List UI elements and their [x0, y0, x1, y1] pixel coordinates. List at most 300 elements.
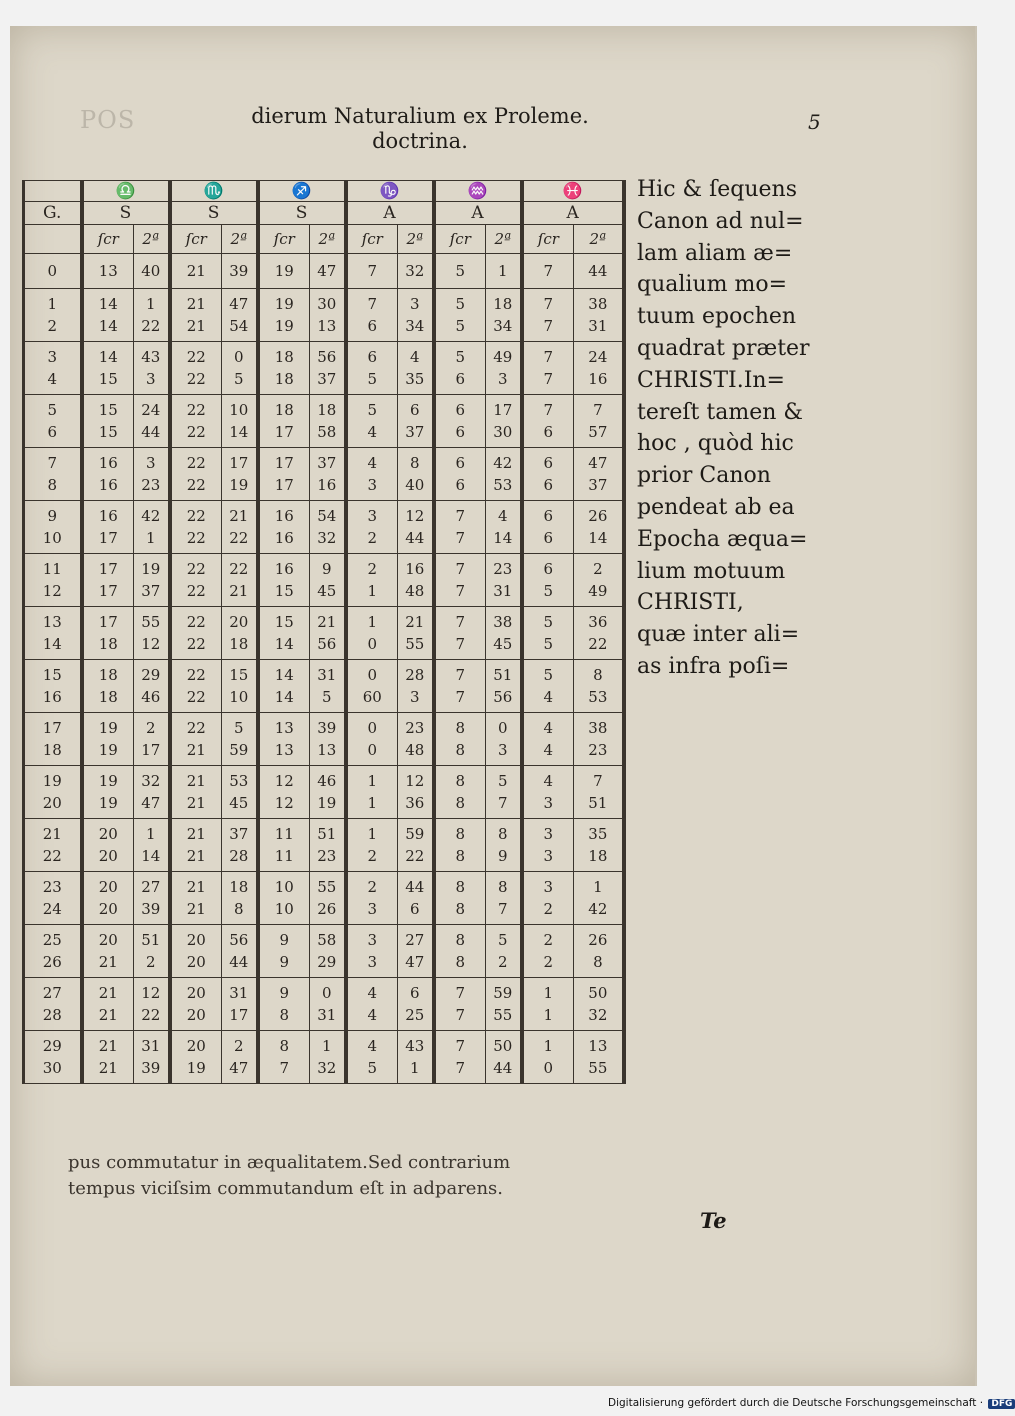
- table-value: 47: [317, 262, 337, 280]
- table-value: 14: [274, 635, 294, 653]
- table-value: 16: [98, 507, 118, 525]
- table-value: 7: [455, 582, 466, 600]
- table-value: 1: [367, 772, 378, 790]
- row-index: [24, 501, 82, 554]
- table-row: [24, 660, 624, 713]
- second-cell: [222, 819, 258, 872]
- table-value: 17: [274, 476, 294, 494]
- table-value: 49: [493, 348, 513, 366]
- row-index: [24, 607, 82, 660]
- table-value: 6: [410, 401, 420, 419]
- table-value: 18: [98, 635, 118, 653]
- table-value: 3: [498, 370, 508, 388]
- sign-cell: ♑: [346, 181, 434, 202]
- table-value: 55: [588, 1059, 608, 1077]
- table-value: 20: [186, 1006, 206, 1024]
- table-value: 34: [405, 317, 425, 335]
- scruple-cell: [522, 254, 574, 289]
- table-value: 9: [279, 931, 290, 949]
- second-cell: [486, 501, 522, 554]
- second-cell: [222, 607, 258, 660]
- scruple-cell: [82, 554, 134, 607]
- second-cell: [398, 289, 434, 342]
- second-cell: [222, 1031, 258, 1084]
- table-value: 21: [186, 878, 206, 896]
- table-value: 12: [274, 794, 294, 812]
- row-index: [24, 254, 82, 289]
- table-value: 38: [588, 719, 608, 737]
- table-row: [24, 289, 624, 342]
- second-cell: [398, 448, 434, 501]
- table-row: [24, 554, 624, 607]
- index-value: 9: [47, 507, 58, 525]
- table-value: 44: [229, 953, 249, 971]
- table-value: 0: [367, 666, 378, 684]
- scruple-cell: [434, 978, 486, 1031]
- scruple-cell: [82, 1031, 134, 1084]
- table-value: 8: [455, 741, 466, 759]
- scruple-cell: [434, 448, 486, 501]
- table-value: 28: [229, 847, 249, 865]
- second-cell: [134, 395, 170, 448]
- second-cell: [134, 254, 170, 289]
- table-value: 0: [367, 719, 378, 737]
- note-line: pendeat ab ea: [637, 494, 795, 520]
- sign-cell: ♏: [170, 181, 258, 202]
- note-line: quæ inter ali=: [637, 622, 800, 648]
- scruple-cell: [522, 872, 574, 925]
- table-value: 22: [186, 348, 206, 366]
- table-value: 19: [186, 1059, 206, 1077]
- table-value: 23: [493, 560, 513, 578]
- second-cell: [310, 872, 346, 925]
- note-line: as infra poſi=: [637, 653, 790, 679]
- table-value: 6: [543, 507, 554, 525]
- index-value: 27: [42, 984, 62, 1002]
- table-value: 18: [229, 635, 249, 653]
- second-cell: [134, 713, 170, 766]
- table-value: 14: [493, 529, 513, 547]
- second-cell: [310, 554, 346, 607]
- table-value: 1: [367, 582, 378, 600]
- table-value: 21: [405, 613, 425, 631]
- table-value: 23: [141, 476, 161, 494]
- table-value: 4: [367, 423, 378, 441]
- table-value: 1: [410, 1059, 420, 1077]
- sign-cell: ♓: [522, 181, 624, 202]
- table-value: 1: [543, 1037, 554, 1055]
- table-value: 29: [141, 666, 161, 684]
- table-value: 1: [322, 1037, 332, 1055]
- table-value: 43: [405, 1037, 425, 1055]
- table-value: 45: [317, 582, 337, 600]
- table-value: 1: [367, 613, 378, 631]
- table-value: 27: [405, 931, 425, 949]
- table-value: 5: [455, 295, 466, 313]
- scruple-cell: [170, 289, 222, 342]
- scruple-cell: [170, 872, 222, 925]
- second-cell: [486, 925, 522, 978]
- scruple-cell: [522, 342, 574, 395]
- scruple-cell: [170, 660, 222, 713]
- table-value: 56: [493, 688, 513, 706]
- table-value: 7: [543, 370, 554, 388]
- second-cell: [310, 978, 346, 1031]
- table-value: 19: [98, 794, 118, 812]
- table-value: 35: [588, 825, 608, 843]
- book-page: [10, 26, 977, 1386]
- table-value: 5: [455, 348, 466, 366]
- table-value: 46: [141, 688, 161, 706]
- second-cell: [134, 342, 170, 395]
- table-value: 7: [455, 529, 466, 547]
- index-unit-blank: [24, 225, 82, 254]
- table-value: 7: [498, 794, 508, 812]
- table-value: 9: [279, 984, 290, 1002]
- table-value: 6: [367, 348, 378, 366]
- table-value: 14: [588, 529, 608, 547]
- table-value: 47: [141, 794, 161, 812]
- second-cell: [486, 254, 522, 289]
- table-value: 5: [234, 719, 244, 737]
- unit-scr: ſcr: [346, 225, 398, 254]
- table-value: 12: [141, 984, 161, 1002]
- table-value: 7: [367, 295, 378, 313]
- table-value: 51: [141, 931, 161, 949]
- second-cell: [134, 1031, 170, 1084]
- table-value: 40: [405, 476, 425, 494]
- table-value: 21: [98, 1037, 118, 1055]
- table-row: [24, 607, 624, 660]
- table-value: 14: [229, 423, 249, 441]
- table-value: 59: [405, 825, 425, 843]
- second-cell: [398, 872, 434, 925]
- scruple-cell: [346, 819, 398, 872]
- table-value: 17: [141, 741, 161, 759]
- table-value: 53: [493, 476, 513, 494]
- scruple-cell: [346, 1031, 398, 1084]
- scruple-cell: [346, 289, 398, 342]
- table-value: 48: [405, 582, 425, 600]
- scruple-cell: [258, 607, 310, 660]
- unit-2: 2ª: [398, 225, 434, 254]
- scruple-cell: [434, 395, 486, 448]
- table-value: 16: [317, 476, 337, 494]
- table-value: 51: [588, 794, 608, 812]
- scruple-cell: [258, 554, 310, 607]
- table-value: 15: [98, 370, 118, 388]
- page-number: 5: [808, 110, 821, 134]
- table-value: 11: [274, 847, 294, 865]
- table-value: 28: [405, 666, 425, 684]
- table-value: 3: [367, 931, 378, 949]
- table-value: 19: [274, 262, 294, 280]
- table-value: 21: [98, 984, 118, 1002]
- table-value: 7: [455, 507, 466, 525]
- scruple-cell: [434, 554, 486, 607]
- second-cell: [310, 289, 346, 342]
- table-value: 31: [493, 582, 513, 600]
- note-line: CHRISTI.In=: [637, 367, 785, 393]
- table-value: 5: [498, 931, 508, 949]
- scruple-cell: [346, 501, 398, 554]
- second-cell: [134, 554, 170, 607]
- second-cell: [574, 448, 624, 501]
- table-value: 16: [405, 560, 425, 578]
- table-value: 32: [141, 772, 161, 790]
- scruple-cell: [434, 254, 486, 289]
- table-value: 16: [98, 476, 118, 494]
- table-value: 1: [543, 984, 554, 1002]
- row-index: [24, 554, 82, 607]
- scruple-cell: [170, 342, 222, 395]
- scruple-cell: [170, 713, 222, 766]
- unit-scr: ſcr: [82, 225, 134, 254]
- table-value: 29: [317, 953, 337, 971]
- second-cell: [486, 660, 522, 713]
- scruple-cell: [258, 501, 310, 554]
- footer-line-1: pus commutatur in æqualitatem.Sed contrarium: [68, 1152, 511, 1173]
- second-cell: [574, 1031, 624, 1084]
- table-row: [24, 713, 624, 766]
- second-cell: [222, 395, 258, 448]
- table-value: 7: [593, 401, 603, 419]
- sign-cell: ♎: [82, 181, 170, 202]
- scruple-cell: [434, 925, 486, 978]
- second-cell: [486, 819, 522, 872]
- table-value: 18: [274, 401, 294, 419]
- table-value: 32: [317, 529, 337, 547]
- table-value: 1: [145, 529, 156, 547]
- index-value: 6: [47, 423, 58, 441]
- table-value: 21: [229, 507, 249, 525]
- index-value: 5: [47, 401, 58, 419]
- table-value: 13: [274, 741, 294, 759]
- table-value: 5: [367, 1059, 378, 1077]
- table-value: 37: [141, 582, 161, 600]
- table-value: 20: [186, 1037, 206, 1055]
- table-value: 7: [455, 1059, 466, 1077]
- table-value: 7: [455, 1037, 466, 1055]
- table-value: 8: [455, 900, 466, 918]
- table-value: 2: [145, 953, 156, 971]
- scruple-cell: [170, 925, 222, 978]
- table-value: 2: [367, 529, 378, 547]
- table-value: 39: [141, 1059, 161, 1077]
- table-value: 25: [405, 1006, 425, 1024]
- table-value: 23: [405, 719, 425, 737]
- index-value: 26: [42, 953, 62, 971]
- letter-cell: S: [82, 202, 170, 225]
- table-row: [24, 342, 624, 395]
- table-value: 7: [367, 262, 378, 280]
- table-value: 21: [186, 772, 206, 790]
- second-cell: [310, 501, 346, 554]
- table-value: 0: [322, 984, 332, 1002]
- table-value: 18: [229, 878, 249, 896]
- table-value: 19: [98, 772, 118, 790]
- note-line: quadrat præter: [637, 335, 810, 361]
- note-line: tuum epochen: [637, 304, 797, 330]
- table-value: 22: [186, 582, 206, 600]
- second-cell: [310, 448, 346, 501]
- scruple-cell: [346, 554, 398, 607]
- row-index: [24, 660, 82, 713]
- sign-cell: ♒: [434, 181, 522, 202]
- table-value: 3: [367, 953, 378, 971]
- table-value: 42: [493, 454, 513, 472]
- table-value: 22: [186, 560, 206, 578]
- unit-scr: ſcr: [522, 225, 574, 254]
- second-cell: [574, 660, 624, 713]
- unit-2: 2ª: [222, 225, 258, 254]
- table-value: 22: [186, 507, 206, 525]
- table-value: 46: [317, 772, 337, 790]
- scruple-cell: [346, 607, 398, 660]
- table-value: 21: [186, 825, 206, 843]
- table-value: 5: [543, 666, 554, 684]
- table-value: 22: [186, 423, 206, 441]
- second-cell: [398, 819, 434, 872]
- table-value: 55: [493, 1006, 513, 1024]
- table-value: 55: [141, 613, 161, 631]
- table-value: 51: [493, 666, 513, 684]
- second-cell: [574, 872, 624, 925]
- table-value: 6: [455, 454, 466, 472]
- second-cell: [486, 395, 522, 448]
- table-value: 37: [588, 476, 608, 494]
- table-value: 57: [588, 423, 608, 441]
- second-cell: [398, 342, 434, 395]
- table-value: 7: [455, 613, 466, 631]
- scruple-cell: [434, 607, 486, 660]
- table-value: 8: [279, 1006, 290, 1024]
- table-value: 7: [455, 984, 466, 1002]
- table-value: 6: [455, 401, 466, 419]
- second-cell: [574, 395, 624, 448]
- index-value: 19: [42, 772, 62, 790]
- table-value: 60: [362, 688, 382, 706]
- second-cell: [574, 607, 624, 660]
- table-row: [24, 448, 624, 501]
- table-value: 17: [493, 401, 513, 419]
- table-value: 21: [229, 582, 249, 600]
- scruple-cell: [346, 254, 398, 289]
- table-value: 6: [455, 423, 466, 441]
- table-value: 0: [234, 348, 244, 366]
- table-value: 2: [543, 953, 554, 971]
- scruple-cell: [258, 289, 310, 342]
- unit-row: [24, 225, 624, 254]
- note-line: prior Canon: [637, 463, 771, 489]
- table-value: 7: [543, 348, 554, 366]
- second-cell: [310, 254, 346, 289]
- table-value: 5: [498, 772, 508, 790]
- table-value: 6: [543, 529, 554, 547]
- sign-row: [24, 181, 624, 202]
- scruple-cell: [258, 395, 310, 448]
- second-cell: [310, 766, 346, 819]
- index-value: 12: [42, 582, 62, 600]
- table-value: 20: [98, 825, 118, 843]
- second-cell: [310, 1031, 346, 1084]
- second-cell: [398, 395, 434, 448]
- second-cell: [222, 978, 258, 1031]
- row-index: [24, 925, 82, 978]
- table-value: 22: [186, 635, 206, 653]
- table-row: [24, 925, 624, 978]
- table-value: 16: [274, 507, 294, 525]
- table-value: 15: [274, 613, 294, 631]
- second-cell: [222, 872, 258, 925]
- table-value: 2: [367, 560, 378, 578]
- table-value: 8: [593, 953, 603, 971]
- table-value: 13: [317, 741, 337, 759]
- table-value: 6: [543, 454, 554, 472]
- table-value: 37: [405, 423, 425, 441]
- table-value: 14: [274, 666, 294, 684]
- scruple-cell: [434, 766, 486, 819]
- table-value: 39: [141, 900, 161, 918]
- table-value: 6: [543, 423, 554, 441]
- scruple-cell: [82, 254, 134, 289]
- scruple-cell: [434, 660, 486, 713]
- table-value: 6: [367, 317, 378, 335]
- letter-cell: S: [170, 202, 258, 225]
- table-value: 22: [229, 560, 249, 578]
- table-value: 0: [543, 1059, 554, 1077]
- table-value: 16: [274, 529, 294, 547]
- note-line: qualium mo=: [637, 272, 788, 298]
- table-value: 17: [274, 423, 294, 441]
- scruple-cell: [434, 713, 486, 766]
- table-value: 3: [543, 847, 554, 865]
- table-value: 17: [274, 454, 294, 472]
- second-cell: [574, 342, 624, 395]
- bleed-through-text: POS: [80, 106, 136, 134]
- index-value: 15: [42, 666, 62, 684]
- footer-line-2: tempus viciſsim commutandum eſt in adparens.: [68, 1178, 504, 1199]
- table-value: 39: [229, 262, 249, 280]
- note-line: Hic & ſequens: [637, 177, 798, 202]
- index-value: 30: [42, 1059, 62, 1077]
- table-value: 21: [98, 953, 118, 971]
- table-value: 3: [367, 900, 378, 918]
- table-value: 21: [98, 1006, 118, 1024]
- second-cell: [222, 342, 258, 395]
- table-value: 22: [186, 666, 206, 684]
- scruple-cell: [522, 660, 574, 713]
- scruple-cell: [522, 289, 574, 342]
- scruple-cell: [522, 448, 574, 501]
- table-value: 7: [455, 635, 466, 653]
- table-value: 16: [274, 560, 294, 578]
- table-value: 15: [274, 582, 294, 600]
- scruple-cell: [258, 1031, 310, 1084]
- index-value: 14: [42, 635, 62, 653]
- second-cell: [398, 501, 434, 554]
- scruple-cell: [82, 607, 134, 660]
- table-value: 4: [367, 984, 378, 1002]
- second-cell: [486, 342, 522, 395]
- index-value: 18: [42, 741, 62, 759]
- index-value: 2: [47, 317, 58, 335]
- table-value: 45: [229, 794, 249, 812]
- scruple-cell: [258, 713, 310, 766]
- table-value: 43: [141, 348, 161, 366]
- table-value: 7: [593, 772, 603, 790]
- table-value: 26: [317, 900, 337, 918]
